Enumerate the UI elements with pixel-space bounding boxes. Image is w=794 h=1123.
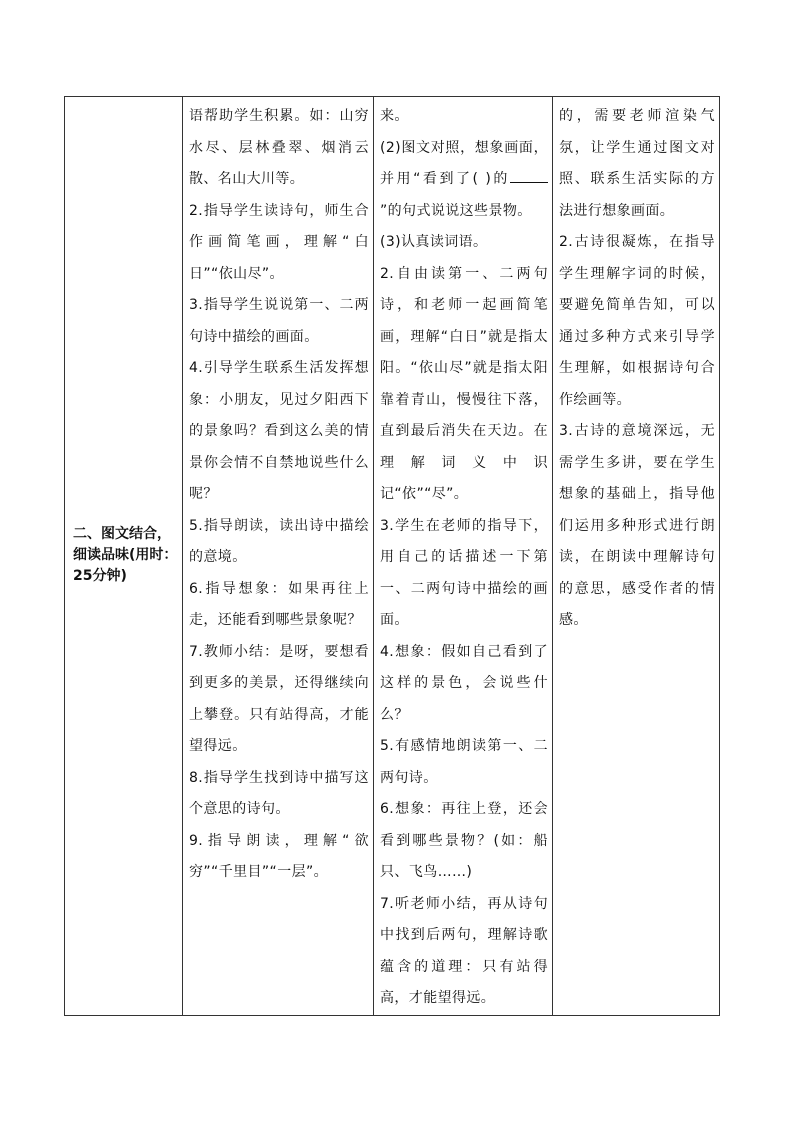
fill-in-blank xyxy=(510,168,548,183)
student-line-2-after: ”的句式说说这些景物。 xyxy=(380,202,532,219)
teacher-activities-cell xyxy=(183,97,374,1016)
student-line-2 xyxy=(380,133,548,228)
teacher-activities: 语帮助学生积累。如：山穷水尽、层林叠翠、烟消云散、名山大川等。 2.指导学生读诗句，师生合作画简笔画，理解“白日”“依山尽”。 3.指导学生说说第一、二两句诗中描绘的画面。 4.引导学生联系生活发挥想象：小朋友，见过夕阳西下的景象吗？看到这么美的情景你会情不自禁地说些什么呢？ 5.指导朗读，读出诗中描绘的意境。 6.指导想象：如果再往上走，还能看到哪些景象呢？ 7.教师小结：是呀，要想看到更多的美景，还得继续向上攀登。只有站得高，才能望得远。 8.指导学生找到诗中描写这个意思的诗句。 9.指导朗读，理解“欲穷”“千里目”“一层”。 xyxy=(189,108,369,880)
student-line-2-before: (2)图文对照，想象画面，并用“看到了( )的 xyxy=(380,139,548,187)
stage-label: 二、图文结合，细读品味(用时：25分钟) xyxy=(73,526,178,585)
stage-cell xyxy=(65,97,183,1016)
design-intent-cell xyxy=(553,97,720,1016)
table-row xyxy=(65,97,720,1016)
student-activities-cell xyxy=(374,97,553,1016)
student-rest: (3)认真读词语。 2.自由读第一、二两句诗，和老师一起画简笔画，理解“白日”就是指太阳。“依山尽”就是指太阳靠着青山，慢慢往下落，直到最后消失在天边。在理解词义中识记“依”“尽”。 3.学生在老师的指导下，用自己的话描述一下第一、二两句诗中描绘的画面。 4.想象：假如自己看到了这样的景色，会说些什么？ 5.有感情地朗读第一、二两句诗。 6.想象：再往上登，还会看到哪些景物？(如：船只、飞鸟……) 7.听老师小结，再从诗句中找到后两句，理解诗歌蕴含的道理：只有站得高，才能望得远。 xyxy=(380,234,548,1006)
design-intent: 的，需要老师渲染气氛，让学生通过图文对照、联系生活实际的方法进行想象画面。 2.古诗很凝炼，在指导学生理解字词的时候，要避免简单告知，可以通过多种方式来引导学生理解，如根据诗句合作绘画等。 3.古诗的意境深远，无需学生多讲，要在学生想象的基础上，指导他们运用多种形式进行朗读，在朗读中理解诗句的意思，感受作者的情感。 xyxy=(559,108,715,628)
student-activities xyxy=(374,97,552,1015)
lesson-plan-table xyxy=(64,96,720,1016)
student-line-1: 来。 xyxy=(380,108,409,124)
